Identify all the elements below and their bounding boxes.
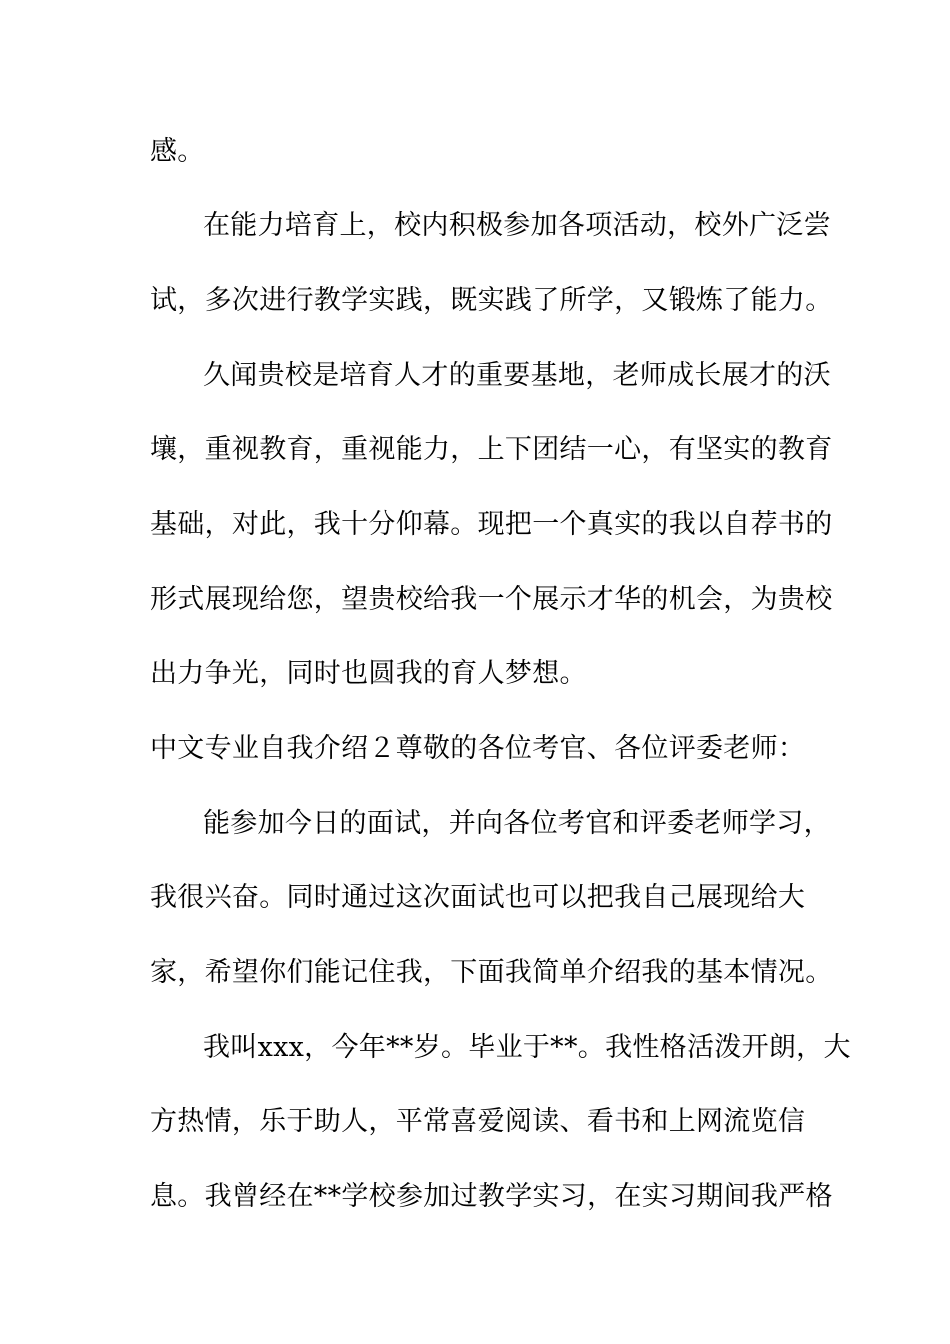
section-heading: 中文专业自我介绍２尊敬的各位考官、各位评委老师： [150,733,806,764]
paragraph-line: 形式展现给您，望贵校给我一个展示才华的机会，为贵校 [150,584,833,615]
paragraph-line: 出力争光，同时也圆我的育人梦想。 [150,658,587,689]
paragraph-line: 我很兴奋。同时通过这次面试也可以把我自己展现给大 [150,882,806,913]
paragraph-line: 家，希望你们能记住我，下面我简单介绍我的基本情况。 [150,957,833,988]
paragraph-line: 我叫xxx，今年**岁。毕业于**。我性格活泼开朗，大 [203,1032,851,1063]
paragraph-line: 壤，重视教育，重视能力，上下团结一心，有坚实的教育 [150,434,833,465]
paragraph-line: 久闻贵校是培育人才的重要基地，老师成长展才的沃 [203,360,831,391]
paragraph-line: 方热情，乐于助人，平常喜爱阅读、看书和上网流览信 [150,1106,806,1137]
paragraph-line: 能参加今日的面试，并向各位考官和评委老师学习， [203,808,831,839]
paragraph-line: 感。 [150,136,205,167]
paragraph-line: 试，多次进行教学实践，既实践了所学，又锻炼了能力。 [150,285,833,316]
paragraph-line: 基础，对此，我十分仰幕。现把一个真实的我以自荐书的 [150,509,833,540]
paragraph-line: 在能力培育上，校内积极参加各项活动，校外广泛尝 [203,210,831,241]
paragraph-line: 息。我曾经在**学校参加过教学实习，在实习期间我严格 [150,1181,833,1212]
